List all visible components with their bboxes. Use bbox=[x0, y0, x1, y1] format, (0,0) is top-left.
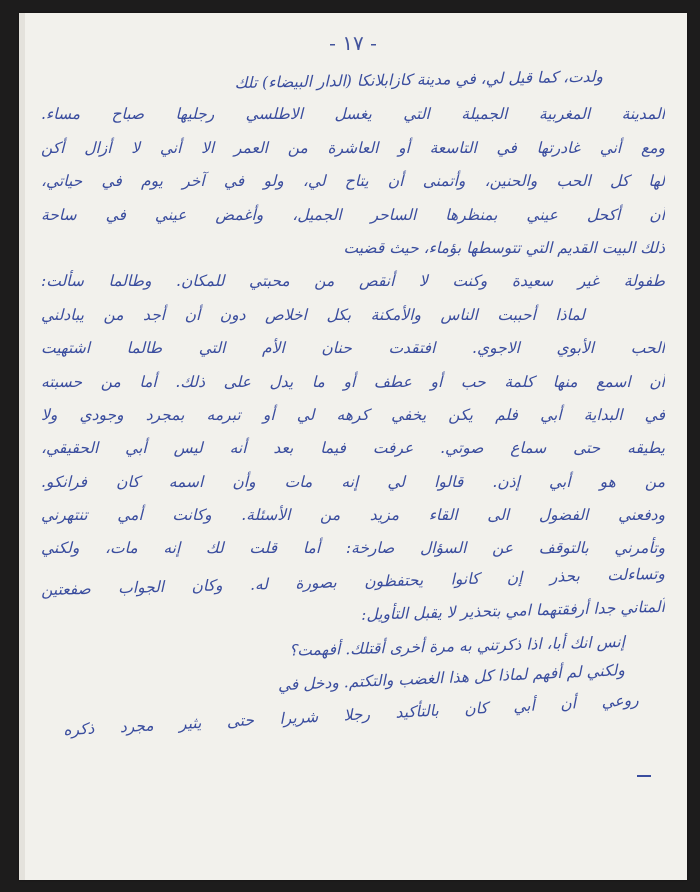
text-line: وتساءلت بحذر إن كانوا يحتفظون بصورة له. وكان الجواب صفعتين bbox=[40, 564, 666, 600]
text-line: لماذا أحببت الناس والأمكنة بكل اخلاص دون أن أجد من يبادلني bbox=[41, 305, 585, 324]
text-line: أن اسمع منها كلمة حب أو عطف أو ما يدل على ذلك. أما من حسبته bbox=[41, 372, 665, 391]
text-line: في البداية أبي فلم يكن يخفي كرهه لي أو تبرمه بمجرد وجودي ولا bbox=[41, 405, 665, 424]
text-line: إنس انك أبا، اذا ذكرتني به مرة أخرى أقتلك. أفهمت؟ bbox=[288, 632, 626, 660]
text-line: ذلك البيت القديم التي تتوسطها بؤماء، حيث قضيت bbox=[343, 238, 665, 257]
text-line: لها كل الحب والحنين، وأتمنى أن يتاح لي، ولو في آخر يوم في حياتي، bbox=[41, 172, 665, 191]
handwritten-text-body bbox=[40, 65, 666, 740]
page-edge bbox=[19, 13, 25, 880]
text-line: ودفعني الفضول الى القاء مزيد من الأسئلة. وكانت أمي تنتهرني bbox=[41, 506, 665, 525]
text-line: الحب الأبوي الاجوي. افتقدت حنان الأم التي طالما اشتهيت bbox=[41, 339, 665, 358]
page-number: - ١٧ - bbox=[329, 31, 377, 55]
text-line: المدينة المغربية الجميلة التي يغسل الاطلسي رجليها صباح مساء. bbox=[41, 105, 665, 124]
manuscript-page bbox=[19, 13, 687, 880]
text-line: من هو أبي إذن. قالوا لي إنه مات وأن اسمه كان فرانكو. bbox=[41, 472, 665, 491]
text-line: ولكني لم أفهم لماذا كل هذا الغضب والتكتم. ودخل في bbox=[277, 661, 626, 695]
text-line: ومع أني غادرتها في التاسعة أو العاشرة من العمر الا أني لا أزال أكن bbox=[41, 138, 665, 157]
margin-dash-mark bbox=[637, 775, 651, 777]
text-line: أن أكحل عيني بمنظرها الساحر الجميل، وأغمض عيني في ساحة bbox=[41, 205, 665, 224]
text-line: طفولة غير سعيدة وكنت لا أنقص من محبتي للمكان. وطالما سألت: bbox=[41, 272, 665, 291]
text-line: روعي أن أبي كان بالتأكيد رجلا شريرا حتى يثير مجرد ذكره bbox=[62, 691, 640, 740]
text-line: يطيقه حتى سماع صوتي. عرفت فيما بعد أنه ليس أبي الحقيقي، bbox=[41, 439, 665, 458]
text-line: آلمتاني جدا أرفقتهما امي بتحذير لا يقبل التأويل: bbox=[360, 598, 666, 625]
text-line: وتأمرني بالتوقف عن السؤال صارخة: أما قلت لك إنه مات، ولكني bbox=[41, 539, 665, 558]
text-line: ولدت، كما قيل لي، في مدينة كازابلانكا (الدار البيضاء) تلك bbox=[234, 67, 604, 93]
